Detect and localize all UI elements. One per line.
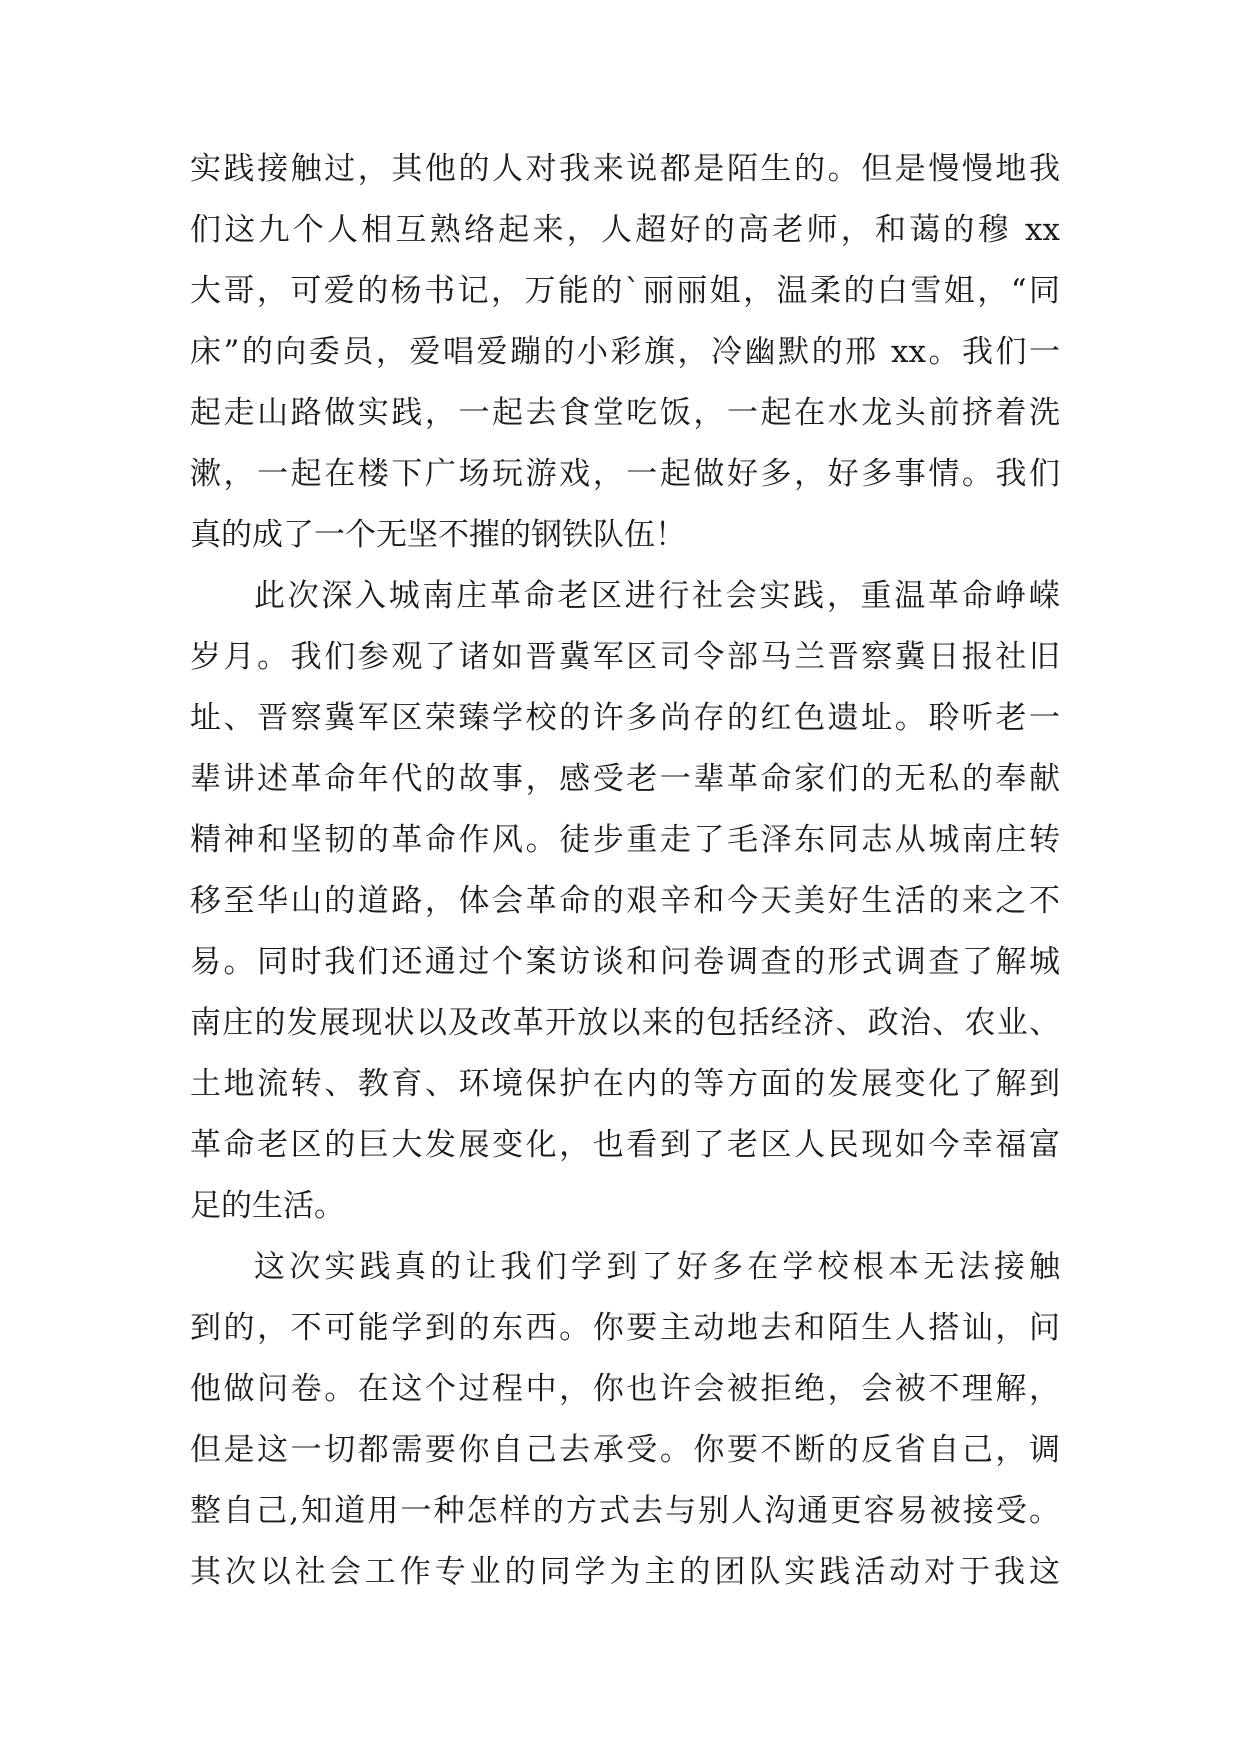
text-line: 到的，不可能学到的东西。你要主动地去和陌生人搭讪，问 [190,1310,1060,1346]
text-line: 岁月。我们参观了诸如晋冀军区司令部马兰晋察冀日报社旧 [190,639,1060,675]
text-line: 其次以社会工作专业的同学为主的团队实践活动对于我这 [190,1554,1060,1590]
text-line: 们这九个人相互熟络起来，人超好的高老师，和蔼的穆 xx [190,212,1060,248]
text-line: 精神和坚韧的革命作风。徒步重走了毛泽东同志从城南庄转 [190,822,1060,858]
text-line: 实践接触过，其他的人对我来说都是陌生的。但是慢慢地我 [190,151,1060,187]
text-line: 但是这一切都需要你自己去承受。你要不断的反省自己，调 [190,1432,1060,1468]
text-line: 漱，一起在楼下广场玩游戏，一起做好多，好多事情。我们 [190,456,1060,492]
text-line: 址、晋察冀军区荣臻学校的许多尚存的红色遗址。聆听老一 [190,700,1060,736]
text-line: 这次实践真的让我们学到了好多在学校根本无法接触 [254,1249,1060,1285]
text-line: 真的成了一个无坚不摧的钢铁队伍！ [190,517,686,553]
text-line: 整自己,知道用一种怎样的方式去与别人沟通更容易被接受。 [190,1493,1060,1529]
text-line: 南庄的发展现状以及改革开放以来的包括经济、政治、农业、 [190,1005,1060,1041]
text-line: 此次深入城南庄革命老区进行社会实践，重温革命峥嵘 [254,578,1060,614]
text-line: 床”的向委员，爱唱爱蹦的小彩旗，冷幽默的邢 xx。我们一 [190,334,1060,370]
text-line: 革命老区的巨大发展变化，也看到了老区人民现如今幸福富 [190,1127,1060,1163]
text-line: 易。同时我们还通过个案访谈和问卷调查的形式调查了解城 [190,944,1060,980]
text-line: 足的生活。 [190,1188,345,1224]
text-line: 辈讲述革命年代的故事，感受老一辈革命家们的无私的奉献 [190,761,1060,797]
text-line: 大哥，可爱的杨书记，万能的`丽丽姐，温柔的白雪姐，“同 [190,273,1060,309]
text-line: 移至华山的道路，体会革命的艰辛和今天美好生活的来之不 [190,883,1060,919]
text-line: 土地流转、教育、环境保护在内的等方面的发展变化了解到 [190,1066,1060,1102]
text-line: 他做问卷。在这个过程中，你也许会被拒绝，会被不理解， [190,1371,1060,1407]
text-line: 起走山路做实践，一起去食堂吃饭，一起在水龙头前挤着洗 [190,395,1060,431]
